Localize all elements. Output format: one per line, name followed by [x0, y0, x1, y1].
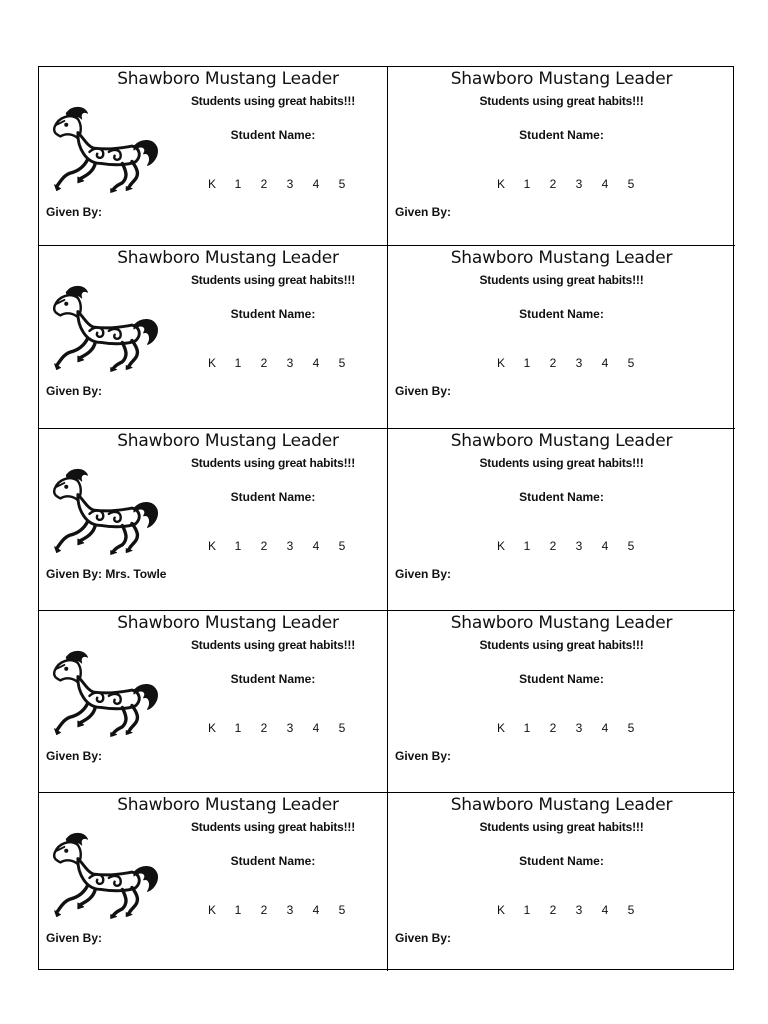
grade-level: K — [207, 903, 216, 917]
student-name-label: Student Name: — [519, 490, 604, 504]
given-by-label: Given By: — [395, 384, 452, 398]
grade-level: 2 — [260, 721, 268, 735]
given-by-line — [395, 931, 451, 945]
grade-level: 4 — [601, 721, 609, 735]
award-card-3 — [39, 246, 388, 429]
card-subtitle: Students using great habits!!! — [479, 273, 644, 287]
grade-level: 5 — [627, 903, 635, 917]
grade-list — [199, 721, 355, 735]
grade-level: 5 — [338, 356, 346, 370]
grade-list — [488, 539, 644, 553]
grade-level: 1 — [523, 903, 531, 917]
grade-level: 1 — [234, 539, 242, 553]
grade-level: 3 — [286, 177, 294, 191]
grade-list — [488, 177, 644, 191]
grade-level: 2 — [549, 539, 557, 553]
grade-level: 1 — [523, 177, 531, 191]
award-card-7 — [39, 611, 388, 793]
grade-level: 4 — [312, 903, 320, 917]
card-title: Shawboro Mustang Leader — [117, 69, 339, 89]
grade-list — [488, 356, 644, 370]
card-subtitle: Students using great habits!!! — [479, 456, 644, 470]
given-by-line — [46, 567, 166, 581]
grade-level: 4 — [312, 177, 320, 191]
grade-level: 3 — [575, 721, 583, 735]
given-by-line — [395, 749, 451, 763]
grade-level: 2 — [549, 356, 557, 370]
given-by-label: Given By: — [46, 931, 103, 945]
award-card-10 — [388, 793, 735, 971]
grade-level: 1 — [234, 721, 242, 735]
grade-level: 5 — [627, 356, 635, 370]
grade-level: 3 — [575, 903, 583, 917]
card-subtitle: Students using great habits!!! — [190, 94, 355, 108]
award-card-6 — [388, 429, 735, 611]
card-title: Shawboro Mustang Leader — [117, 795, 339, 815]
grade-level: K — [496, 356, 505, 370]
student-name-label: Student Name: — [230, 490, 316, 504]
grade-level: 3 — [575, 177, 583, 191]
grade-level: 5 — [627, 721, 635, 735]
grade-level: 3 — [286, 903, 294, 917]
grade-level: 4 — [312, 356, 320, 370]
grade-level: 1 — [523, 356, 531, 370]
grade-level: K — [496, 539, 505, 553]
grade-level: 1 — [234, 903, 242, 917]
grade-level: 3 — [286, 356, 294, 370]
award-sheet — [38, 66, 734, 970]
grade-level: 2 — [260, 903, 268, 917]
card-subtitle: Students using great habits!!! — [190, 638, 355, 652]
grade-level: 4 — [312, 539, 320, 553]
grade-level: 5 — [338, 721, 346, 735]
card-title: Shawboro Mustang Leader — [450, 69, 673, 89]
given-by-line — [395, 205, 451, 219]
grade-level: 1 — [234, 356, 242, 370]
grade-level: 1 — [523, 721, 531, 735]
mustang-horse-icon — [45, 647, 161, 737]
grade-level: 5 — [338, 903, 346, 917]
given-by-label: Given By: — [395, 567, 452, 581]
card-subtitle: Students using great habits!!! — [479, 94, 644, 108]
grade-list — [199, 356, 355, 370]
grade-level: 4 — [601, 356, 609, 370]
card-subtitle: Students using great habits!!! — [479, 638, 644, 652]
award-card-1 — [39, 67, 388, 246]
given-by-value: Mrs. Towle — [105, 567, 167, 581]
given-by-label: Given By: — [46, 567, 103, 581]
card-subtitle: Students using great habits!!! — [190, 273, 355, 287]
given-by-label: Given By: — [395, 205, 452, 219]
grade-list — [488, 721, 644, 735]
grade-level: K — [207, 539, 216, 553]
grade-level: 2 — [549, 721, 557, 735]
grade-level: 2 — [260, 356, 268, 370]
card-title: Shawboro Mustang Leader — [450, 431, 673, 451]
given-by-label: Given By: — [395, 931, 452, 945]
card-title: Shawboro Mustang Leader — [117, 248, 339, 268]
grade-level: 1 — [523, 539, 531, 553]
grade-level: K — [496, 177, 505, 191]
card-subtitle: Students using great habits!!! — [190, 456, 355, 470]
grade-list — [199, 177, 355, 191]
grade-level: 4 — [312, 721, 320, 735]
grade-level: 4 — [601, 539, 609, 553]
given-by-line — [46, 931, 102, 945]
student-name-label: Student Name: — [519, 854, 604, 868]
grade-list — [199, 539, 355, 553]
card-title: Shawboro Mustang Leader — [450, 248, 673, 268]
grade-level: 2 — [260, 539, 268, 553]
grade-level: 1 — [234, 177, 242, 191]
given-by-label: Given By: — [46, 205, 103, 219]
grade-level: 5 — [627, 177, 635, 191]
grade-level: 2 — [549, 177, 557, 191]
card-subtitle: Students using great habits!!! — [479, 820, 644, 834]
card-title: Shawboro Mustang Leader — [117, 613, 339, 633]
student-name-label: Student Name: — [519, 307, 604, 321]
award-card-5 — [39, 429, 388, 611]
grade-list — [488, 903, 644, 917]
student-name-label: Student Name: — [519, 128, 604, 142]
given-by-label: Given By: — [46, 384, 103, 398]
given-by-line — [395, 567, 451, 581]
grade-level: 2 — [260, 177, 268, 191]
given-by-line — [46, 749, 102, 763]
card-title: Shawboro Mustang Leader — [450, 795, 673, 815]
given-by-label: Given By: — [395, 749, 452, 763]
student-name-label: Student Name: — [230, 854, 316, 868]
mustang-horse-icon — [45, 103, 161, 193]
given-by-line — [395, 384, 451, 398]
card-subtitle: Students using great habits!!! — [190, 820, 355, 834]
grade-level: K — [207, 721, 216, 735]
mustang-horse-icon — [45, 465, 161, 555]
grade-level: K — [207, 356, 216, 370]
grade-list — [199, 903, 355, 917]
given-by-line — [46, 384, 102, 398]
grade-level: K — [496, 721, 505, 735]
award-card-9 — [39, 793, 388, 971]
student-name-label: Student Name: — [230, 672, 316, 686]
award-card-8 — [388, 611, 735, 793]
grade-level: 2 — [549, 903, 557, 917]
grade-level: 3 — [286, 721, 294, 735]
grade-level: 3 — [575, 356, 583, 370]
award-card-2 — [388, 67, 735, 246]
mustang-horse-icon — [45, 829, 161, 919]
mustang-horse-icon — [45, 282, 161, 372]
grade-level: 4 — [601, 177, 609, 191]
student-name-label: Student Name: — [519, 672, 604, 686]
student-name-label: Student Name: — [230, 307, 316, 321]
grade-level: K — [207, 177, 216, 191]
grade-level: 3 — [575, 539, 583, 553]
grade-level: 3 — [286, 539, 294, 553]
student-name-label: Student Name: — [230, 128, 316, 142]
grade-level: K — [496, 903, 505, 917]
award-card-4 — [388, 246, 735, 429]
grade-level: 5 — [338, 177, 346, 191]
grade-level: 4 — [601, 903, 609, 917]
given-by-line — [46, 205, 102, 219]
card-title: Shawboro Mustang Leader — [450, 613, 673, 633]
grade-level: 5 — [627, 539, 635, 553]
given-by-label: Given By: — [46, 749, 103, 763]
card-title: Shawboro Mustang Leader — [117, 431, 339, 451]
grade-level: 5 — [338, 539, 346, 553]
